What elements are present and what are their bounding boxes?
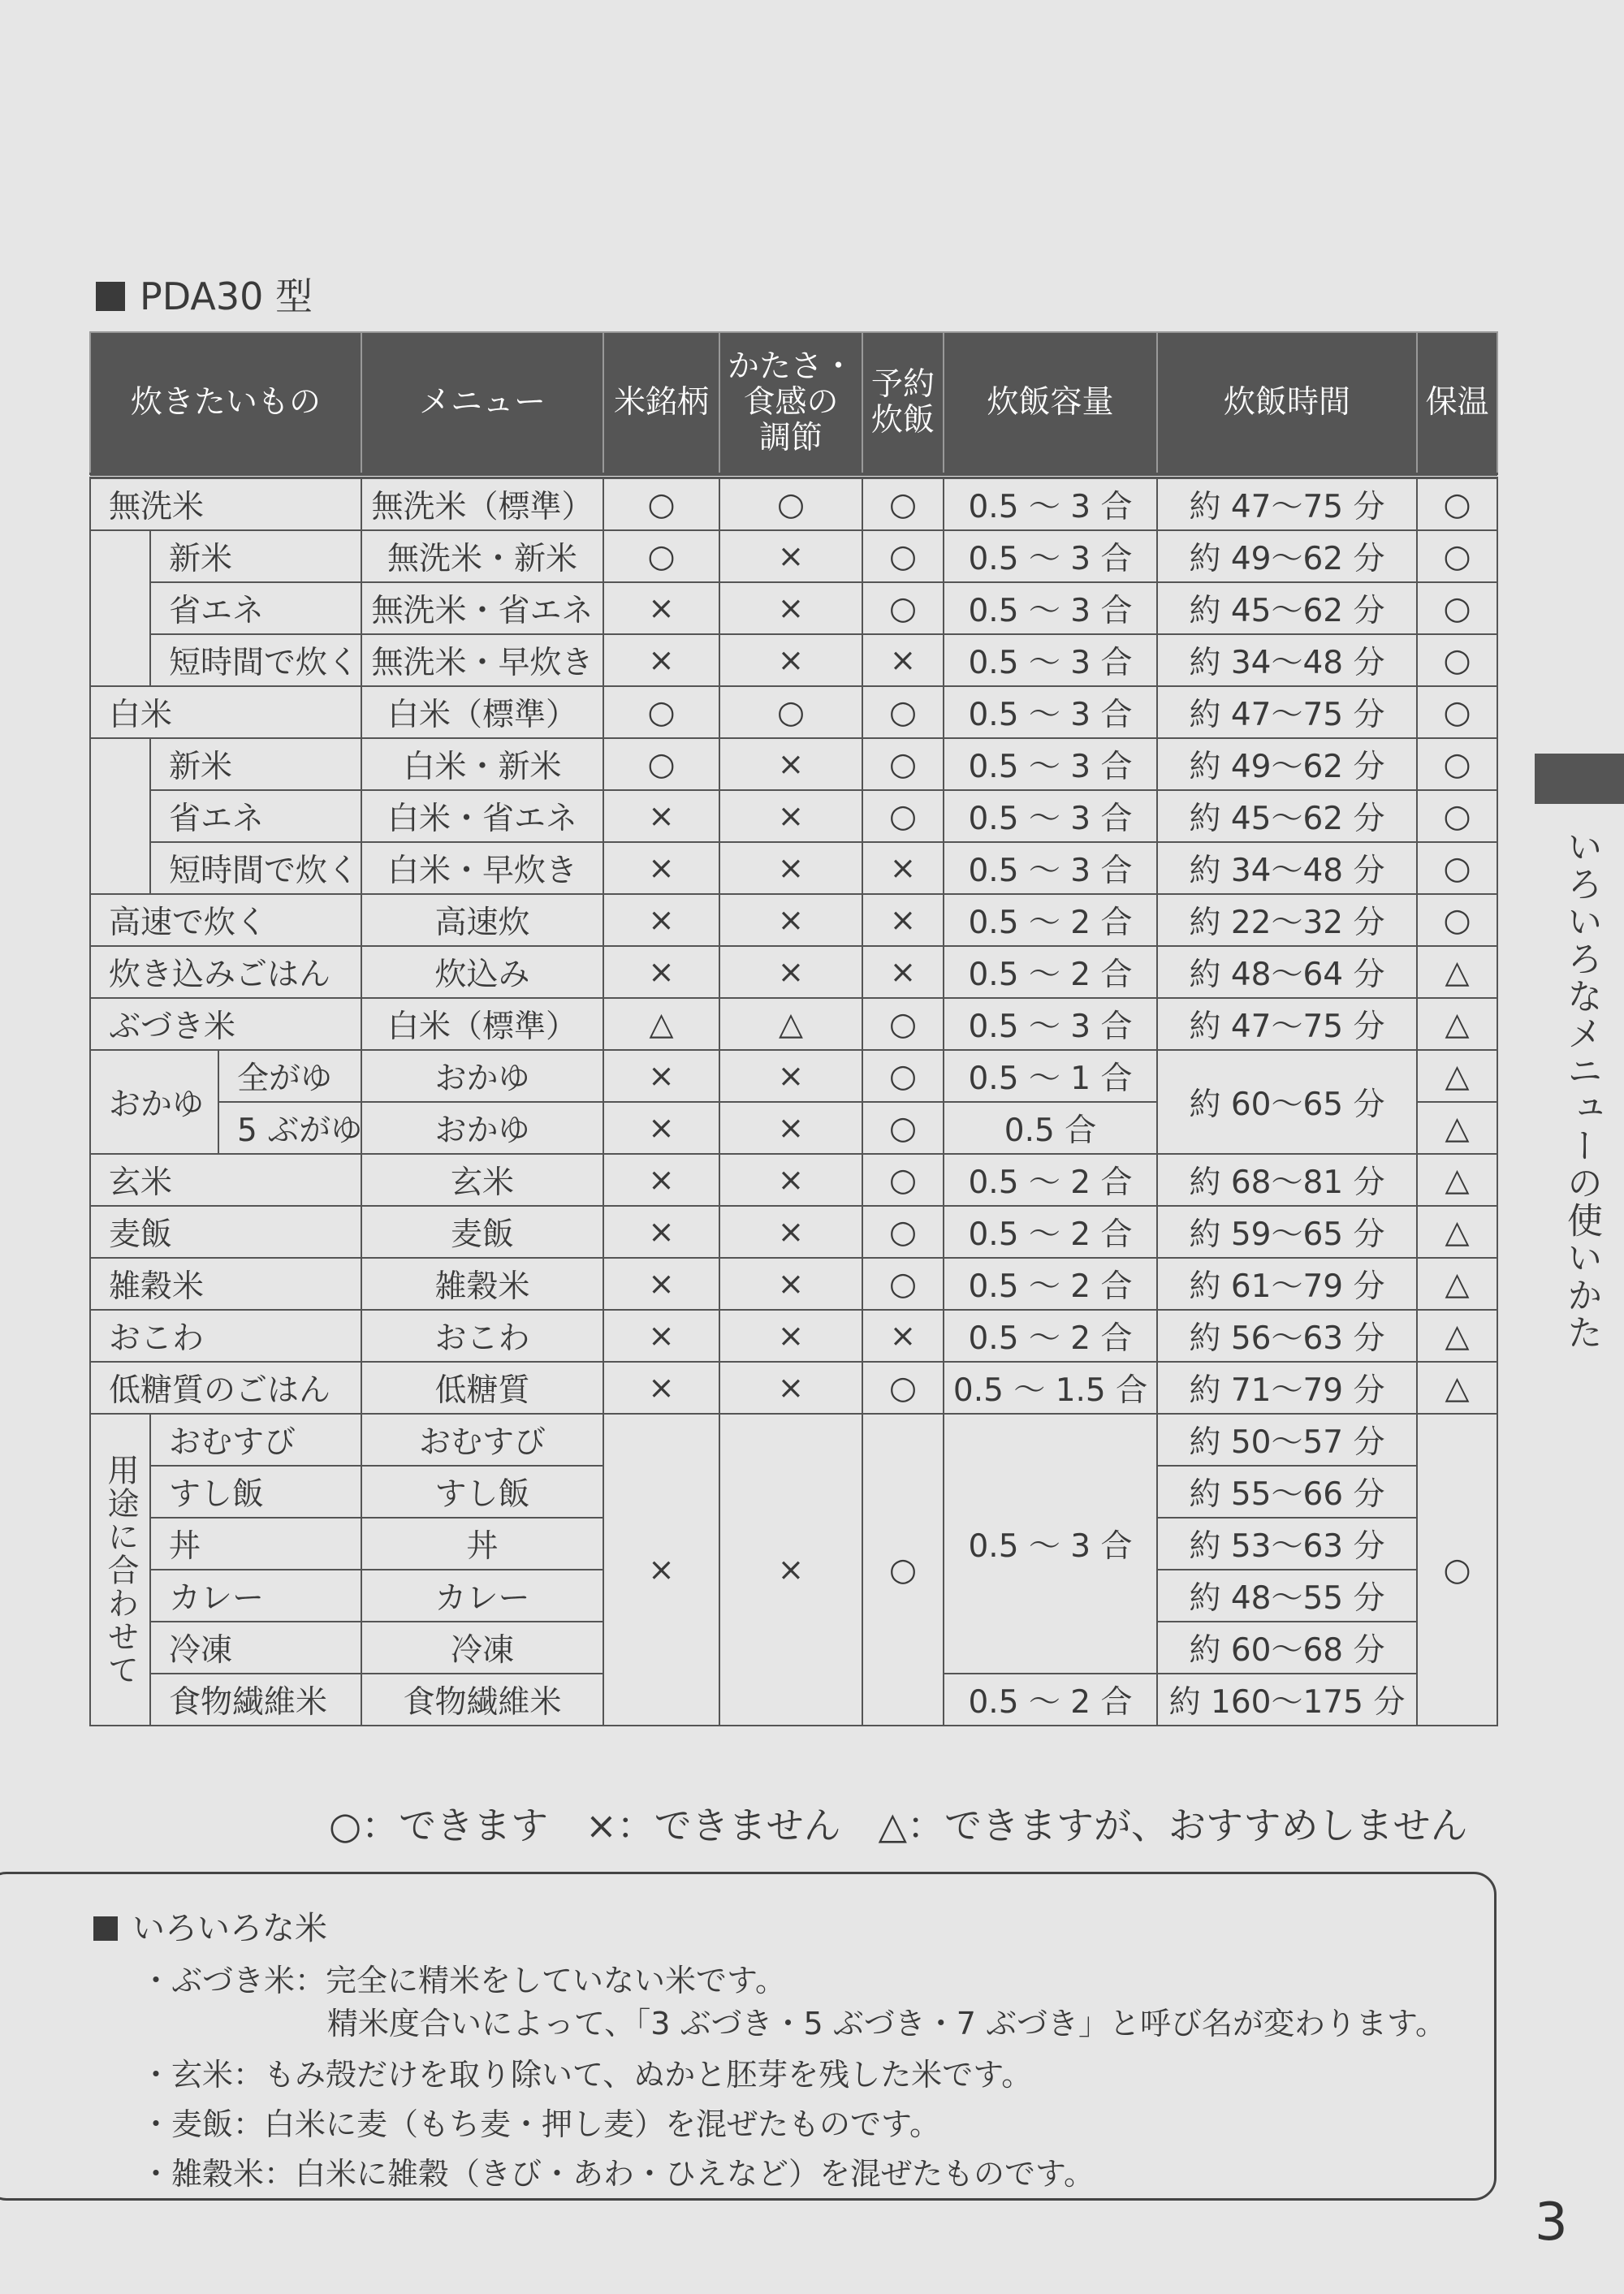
row-capacity: 0.5 ～ 2 合 (944, 1206, 1157, 1258)
row-texture: × (719, 1050, 862, 1102)
purpose-timer: ○ (862, 1414, 944, 1726)
purpose-group-label: 用途に合わせて (90, 1414, 150, 1726)
row-target: 短時間で炊く (150, 634, 361, 686)
row-target: 無洗米 (90, 476, 361, 530)
row-texture: ○ (719, 686, 862, 738)
row-menu: おかゆ (361, 1050, 603, 1102)
row-brand: ○ (603, 686, 719, 738)
row-menu: 白米（標準） (361, 998, 603, 1050)
row-target: 高速で炊く (90, 894, 361, 946)
row-time: 約 48～64 分 (1157, 946, 1417, 998)
row-brand: × (603, 1050, 719, 1102)
row-time: 約 160～175 分 (1157, 1674, 1417, 1726)
row-timer: ○ (862, 790, 944, 842)
row-time: 約 45～62 分 (1157, 582, 1417, 634)
row-time: 約 47～75 分 (1157, 686, 1417, 738)
row-warm: △ (1417, 998, 1497, 1050)
table-header-row (90, 332, 1497, 476)
square-bullet-icon (93, 1916, 118, 1941)
row-capacity: 0.5 ～ 3 合 (944, 842, 1157, 894)
row-texture: × (719, 530, 862, 582)
row-menu: 食物繊維米 (361, 1674, 603, 1726)
purpose-warm: ○ (1417, 1414, 1497, 1726)
row-capacity: 0.5 ～ 3 合 (944, 738, 1157, 790)
rice-note: ・麦飯：白米に麦（もち麦・押し麦）を混ぜたものです。 (140, 2106, 940, 2142)
row-timer: × (862, 1310, 944, 1362)
row-texture: × (719, 1154, 862, 1206)
row-capacity: 0.5 ～ 3 合 (944, 998, 1157, 1050)
row-brand: ○ (603, 738, 719, 790)
row-menu: 低糖質 (361, 1362, 603, 1414)
row-target: 雑穀米 (90, 1258, 361, 1310)
row-brand: × (603, 842, 719, 894)
row-time: 約 61～79 分 (1157, 1258, 1417, 1310)
row-time: 約 48～55 分 (1157, 1570, 1417, 1622)
row-texture: × (719, 582, 862, 634)
row-warm: △ (1417, 1206, 1497, 1258)
row-timer: × (862, 634, 944, 686)
row-capacity: 0.5 ～ 3 合 (944, 530, 1157, 582)
row-capacity: 0.5 ～ 2 合 (944, 1258, 1157, 1310)
row-time: 約 45～62 分 (1157, 790, 1417, 842)
row-capacity: 0.5 ～ 2 合 (944, 946, 1157, 998)
table-row (90, 634, 1497, 686)
row-target: 白米 (90, 686, 361, 738)
header-target: 炊きたいもの (90, 332, 361, 476)
row-target: 省エネ (150, 790, 361, 842)
row-menu: 無洗米・早炊き (361, 634, 603, 686)
row-texture: × (719, 1258, 862, 1310)
row-target: 新米 (150, 530, 361, 582)
row-time: 約 68～81 分 (1157, 1154, 1417, 1206)
indent-cell (90, 530, 150, 582)
row-menu: 麦飯 (361, 1206, 603, 1258)
row-warm: △ (1417, 1258, 1497, 1310)
row-capacity: 0.5 ～ 3 合 (944, 634, 1157, 686)
row-menu: 無洗米・新米 (361, 530, 603, 582)
page-number: 3 (1535, 2192, 1568, 2253)
row-brand: × (603, 1206, 719, 1258)
rice-note: ・雑穀米：白米に雑穀（きび・あわ・ひえなど）を混ぜたものです。 (140, 2156, 1095, 2192)
row-time: 約 47～75 分 (1157, 476, 1417, 530)
row-warm: △ (1417, 1102, 1497, 1154)
row-time: 約 34～48 分 (1157, 842, 1417, 894)
row-brand: △ (603, 998, 719, 1050)
table-row (90, 686, 1497, 738)
indent-cell (90, 634, 150, 686)
purpose-brand: × (603, 1414, 719, 1726)
indent-cell (90, 842, 150, 894)
row-time: 約 60～68 分 (1157, 1622, 1417, 1674)
row-texture: ○ (719, 476, 862, 530)
purpose-capacity: 0.5 ～ 3 合 (944, 1414, 1157, 1674)
row-target: カレー (150, 1570, 361, 1622)
row-brand: ○ (603, 530, 719, 582)
row-warm: ○ (1417, 842, 1497, 894)
row-menu: カレー (361, 1570, 603, 1622)
row-timer: ○ (862, 998, 944, 1050)
row-warm: ○ (1417, 894, 1497, 946)
row-time: 約 55～66 分 (1157, 1466, 1417, 1518)
row-menu: 白米・新米 (361, 738, 603, 790)
row-timer: ○ (862, 1050, 944, 1102)
header-texture: かたさ・ 食感の 調節 (719, 332, 862, 476)
row-texture: × (719, 738, 862, 790)
row-capacity: 0.5 ～ 3 合 (944, 790, 1157, 842)
row-timer: ○ (862, 582, 944, 634)
row-capacity: 0.5 ～ 1 合 (944, 1050, 1157, 1102)
table-row (90, 476, 1497, 530)
row-menu: 白米・早炊き (361, 842, 603, 894)
table-row (90, 1258, 1497, 1310)
row-time: 約 50～57 分 (1157, 1414, 1417, 1466)
row-brand: × (603, 1154, 719, 1206)
row-texture: × (719, 842, 862, 894)
header-brand: 米銘柄 (603, 332, 719, 476)
row-target: 炊き込みごはん (90, 946, 361, 998)
row-timer: ○ (862, 530, 944, 582)
row-warm: ○ (1417, 790, 1497, 842)
symbol-legend: ○：できます ×：できません △：できますが、おすすめしません (329, 1804, 1468, 1847)
table-row (90, 1362, 1497, 1414)
row-menu: おむすび (361, 1414, 603, 1466)
rice-info-title: いろいろな米 (93, 1903, 327, 1949)
row-brand: × (603, 634, 719, 686)
row-timer: ○ (862, 1102, 944, 1154)
row-capacity: 0.5 ～ 2 合 (944, 1154, 1157, 1206)
row-target: 丼 (150, 1518, 361, 1570)
row-menu: 雑穀米 (361, 1258, 603, 1310)
row-menu: 無洗米・省エネ (361, 582, 603, 634)
row-menu: 炊込み (361, 946, 603, 998)
table-row (90, 790, 1497, 842)
table-row (90, 582, 1497, 634)
table-row (90, 946, 1497, 998)
table-row (90, 1310, 1497, 1362)
row-target: おむすび (150, 1414, 361, 1466)
table-row (90, 842, 1497, 894)
table-row (90, 894, 1497, 946)
section-title: PDA30 型 (96, 268, 313, 325)
row-target: 低糖質のごはん (90, 1362, 361, 1414)
row-warm: △ (1417, 1050, 1497, 1102)
row-warm: △ (1417, 1154, 1497, 1206)
header-warm: 保温 (1417, 332, 1497, 476)
row-capacity: 0.5 ～ 2 合 (944, 894, 1157, 946)
square-bullet-icon (96, 282, 125, 311)
rice-info-box (0, 1872, 1497, 2201)
row-brand: × (603, 790, 719, 842)
row-capacity: 0.5 ～ 3 合 (944, 686, 1157, 738)
row-texture: × (719, 894, 862, 946)
row-time: 約 49～62 分 (1157, 738, 1417, 790)
menu-table (89, 331, 1498, 1726)
row-timer: × (862, 842, 944, 894)
indent-cell (90, 738, 150, 790)
row-menu: おこわ (361, 1310, 603, 1362)
row-time: 約 56～63 分 (1157, 1310, 1417, 1362)
row-warm: ○ (1417, 634, 1497, 686)
row-timer: ○ (862, 1206, 944, 1258)
table-row (90, 1206, 1497, 1258)
row-menu: 高速炊 (361, 894, 603, 946)
row-menu: 白米（標準） (361, 686, 603, 738)
row-texture: △ (719, 998, 862, 1050)
row-texture: × (719, 1206, 862, 1258)
row-time: 約 22～32 分 (1157, 894, 1417, 946)
row-menu: おかゆ (361, 1102, 603, 1154)
row-texture: × (719, 1310, 862, 1362)
row-menu: すし飯 (361, 1466, 603, 1518)
row-menu: 無洗米（標準） (361, 476, 603, 530)
rice-note: ・玄米：もみ殻だけを取り除いて、ぬかと胚芽を残した米です。 (140, 2057, 1033, 2093)
row-target: すし飯 (150, 1466, 361, 1518)
row-timer: × (862, 946, 944, 998)
header-menu: メニュー (361, 332, 603, 476)
row-brand: ○ (603, 476, 719, 530)
okayu-time: 約 60～65 分 (1157, 1050, 1417, 1154)
row-time: 約 34～48 分 (1157, 634, 1417, 686)
row-menu: 丼 (361, 1518, 603, 1570)
row-brand: × (603, 1362, 719, 1414)
row-texture: × (719, 634, 862, 686)
table-row (90, 1154, 1497, 1206)
header-time: 炊飯時間 (1157, 332, 1417, 476)
row-menu: 冷凍 (361, 1622, 603, 1674)
row-brand: × (603, 946, 719, 998)
row-target: 全がゆ (218, 1050, 361, 1102)
indent-cell (90, 790, 150, 842)
row-timer: ○ (862, 476, 944, 530)
row-brand: × (603, 1310, 719, 1362)
row-target: 5 ぶがゆ (218, 1102, 361, 1154)
row-time: 約 53～63 分 (1157, 1518, 1417, 1570)
row-capacity: 0.5 合 (944, 1102, 1157, 1154)
side-tab-marker (1535, 754, 1624, 804)
row-brand: × (603, 894, 719, 946)
row-warm: ○ (1417, 686, 1497, 738)
row-timer: ○ (862, 738, 944, 790)
row-target: 冷凍 (150, 1622, 361, 1674)
row-capacity: 0.5 ～ 3 合 (944, 476, 1157, 530)
row-capacity: 0.5 ～ 2 合 (944, 1674, 1157, 1726)
row-warm: ○ (1417, 530, 1497, 582)
header-timer: 予約 炊飯 (862, 332, 944, 476)
row-target: 省エネ (150, 582, 361, 634)
row-texture: × (719, 946, 862, 998)
row-target: ぶづき米 (90, 998, 361, 1050)
row-target: 麦飯 (90, 1206, 361, 1258)
row-warm: △ (1417, 946, 1497, 998)
purpose-texture: × (719, 1414, 862, 1726)
table-row (90, 998, 1497, 1050)
row-timer: ○ (862, 1362, 944, 1414)
row-target: 玄米 (90, 1154, 361, 1206)
row-target: 短時間で炊く (150, 842, 361, 894)
row-time: 約 59～65 分 (1157, 1206, 1417, 1258)
row-time: 約 47～75 分 (1157, 998, 1417, 1050)
okayu-group-label: おかゆ (90, 1050, 218, 1154)
row-timer: ○ (862, 1154, 944, 1206)
row-menu: 玄米 (361, 1154, 603, 1206)
row-brand: × (603, 582, 719, 634)
row-brand: × (603, 1258, 719, 1310)
row-texture: × (719, 790, 862, 842)
row-warm: ○ (1417, 738, 1497, 790)
row-timer: × (862, 894, 944, 946)
row-timer: ○ (862, 1258, 944, 1310)
row-warm: △ (1417, 1310, 1497, 1362)
row-time: 約 71～79 分 (1157, 1362, 1417, 1414)
row-menu: 白米・省エネ (361, 790, 603, 842)
side-chapter-label: いろいろなメニューの使いかた (1561, 828, 1602, 1351)
indent-cell (90, 582, 150, 634)
row-warm: ○ (1417, 476, 1497, 530)
row-capacity: 0.5 ～ 3 合 (944, 582, 1157, 634)
row-capacity: 0.5 ～ 1.5 合 (944, 1362, 1157, 1414)
table-row (90, 1050, 1497, 1102)
row-timer: ○ (862, 686, 944, 738)
row-target: 新米 (150, 738, 361, 790)
rice-note: ・ぶづき米：完全に精米をしていない米です。 (140, 1963, 786, 1998)
table-row (90, 1414, 1497, 1466)
table-row (90, 530, 1497, 582)
row-time: 約 49～62 分 (1157, 530, 1417, 582)
row-warm: ○ (1417, 582, 1497, 634)
row-brand: × (603, 1102, 719, 1154)
rice-note: 精米度合いによって、「3 ぶづき・5 ぶづき・7 ぶづき」と呼び名が変わります。 (327, 2006, 1446, 2041)
table-row (90, 738, 1497, 790)
row-target: おこわ (90, 1310, 361, 1362)
row-warm: △ (1417, 1362, 1497, 1414)
row-texture: × (719, 1102, 862, 1154)
row-texture: × (719, 1362, 862, 1414)
row-target: 食物繊維米 (150, 1674, 361, 1726)
row-capacity: 0.5 ～ 2 合 (944, 1310, 1157, 1362)
header-capacity: 炊飯容量 (944, 332, 1157, 476)
